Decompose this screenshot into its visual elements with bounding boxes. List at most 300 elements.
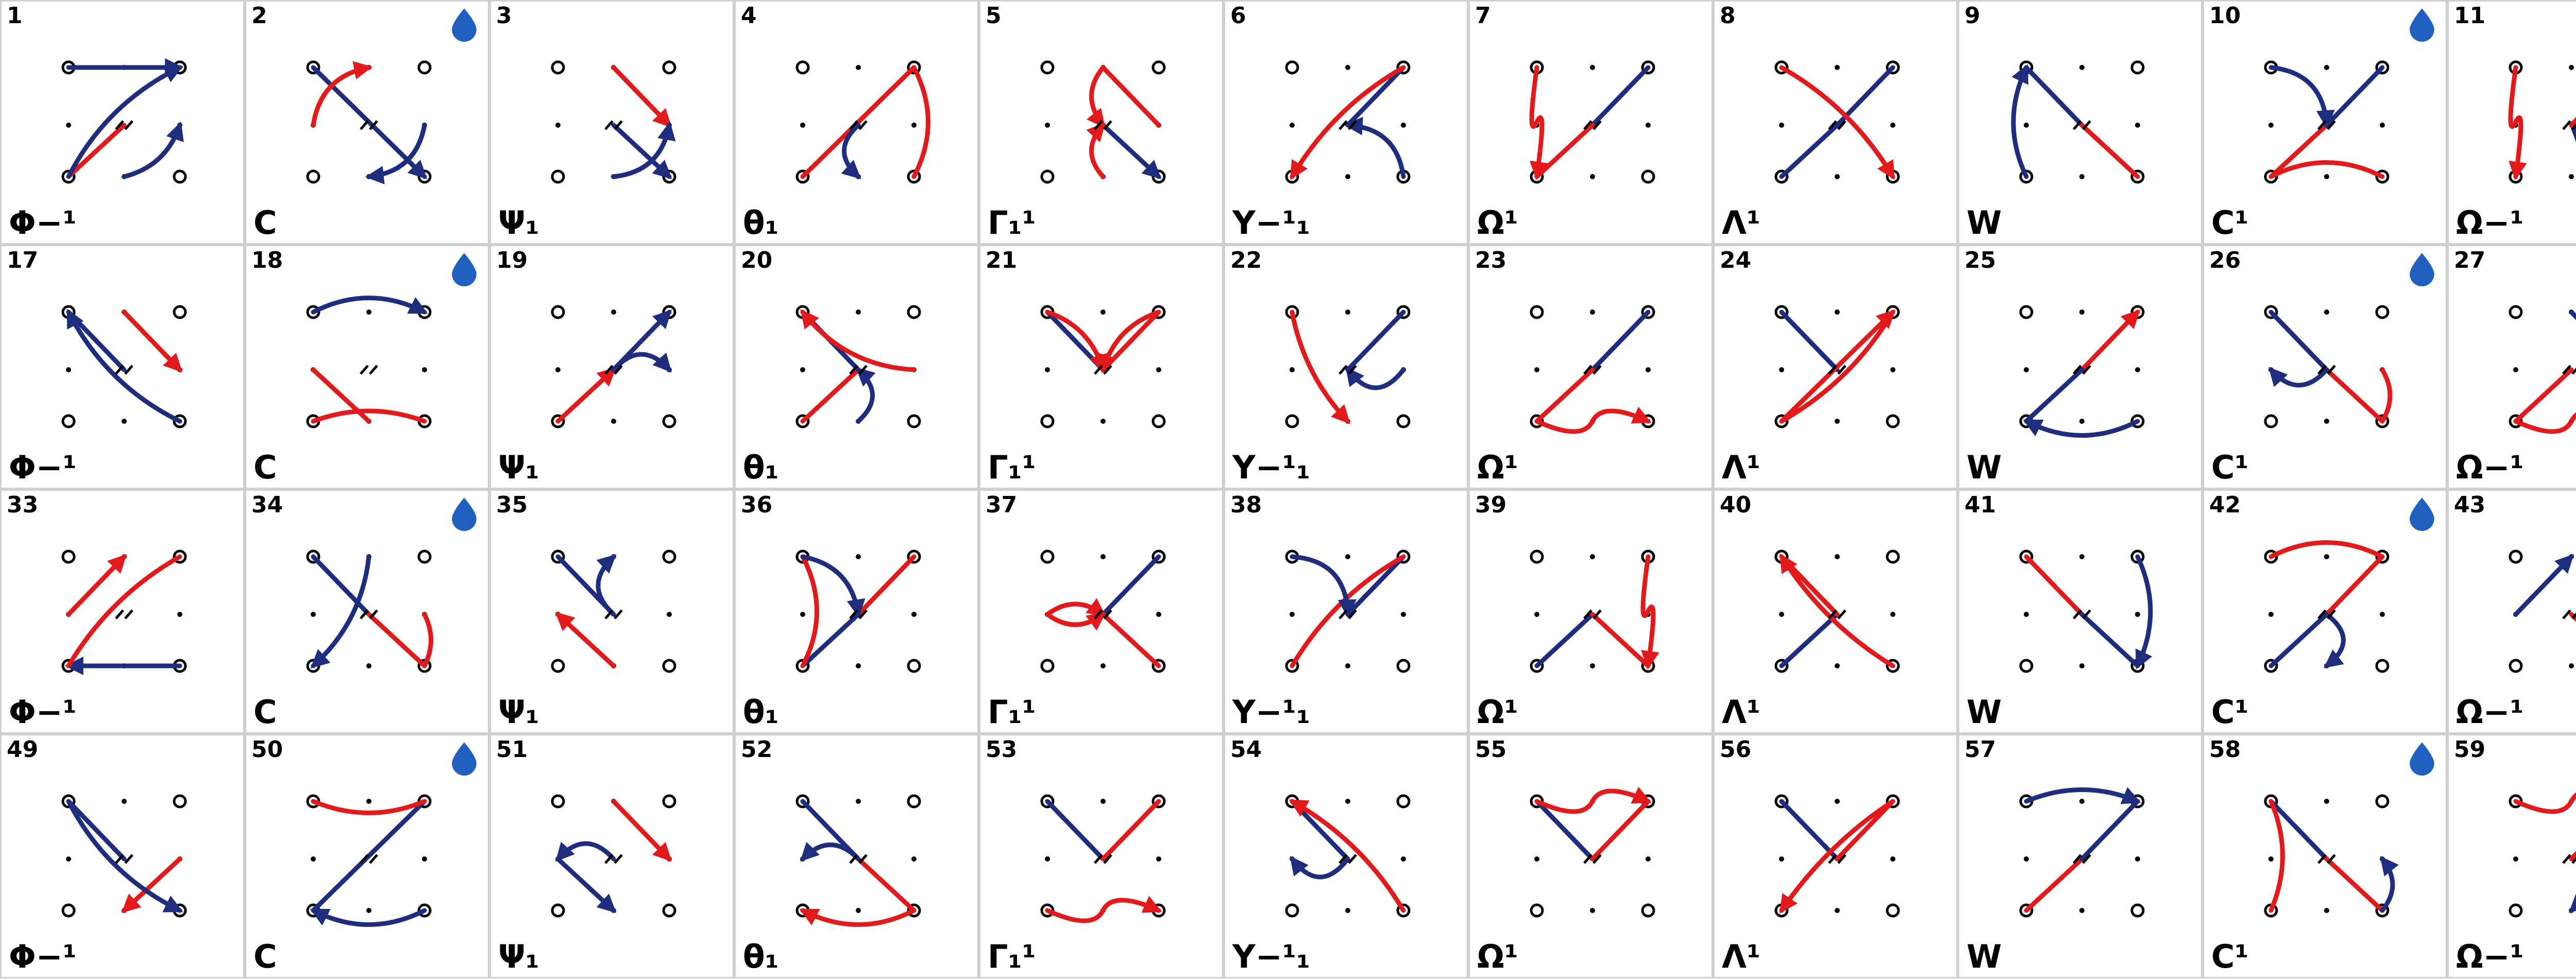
grid-dot <box>1290 612 1295 617</box>
grid-dot <box>1890 123 1895 128</box>
grid-dot <box>2268 856 2274 862</box>
cell-number: 6 <box>1230 3 1246 29</box>
grid-dot <box>2135 123 2140 128</box>
grid-dot <box>366 799 371 804</box>
cell-label: Φ−¹ <box>9 449 77 486</box>
cell-label: C¹ <box>2211 204 2249 242</box>
cell-label: C¹ <box>2211 693 2249 731</box>
red-stroke <box>1092 125 1104 177</box>
grid-dot <box>1401 123 1406 128</box>
corner-node <box>174 796 185 807</box>
glyph-cell <box>2447 0 2576 245</box>
grid-dot <box>2135 612 2140 617</box>
red-stroke <box>2511 67 2521 177</box>
cell-number: 27 <box>2454 247 2486 273</box>
corner-node <box>174 171 185 182</box>
glyph-cell <box>2447 245 2576 489</box>
grid-dot <box>1779 612 1784 617</box>
blue-stroke <box>2571 125 2576 177</box>
cell-label: Λ¹ <box>1722 204 1761 242</box>
cell-label: Φ−¹ <box>9 938 77 975</box>
red-stroke <box>1837 801 1893 859</box>
grid-dot <box>311 612 316 617</box>
corner-node <box>1642 171 1654 182</box>
cell-number: 56 <box>1720 736 1752 763</box>
corner-node <box>908 416 920 427</box>
cell-label: θ₁ <box>743 204 779 242</box>
blue-stroke <box>1348 557 1403 614</box>
grid-dot <box>2380 123 2385 128</box>
grid-dot <box>366 663 371 668</box>
grid-dot <box>1835 65 1840 70</box>
cell-number: 51 <box>496 736 528 763</box>
red-stroke <box>2026 557 2082 614</box>
glyph-cell <box>2447 734 2576 978</box>
grid-dot <box>2079 554 2084 559</box>
grid-dot <box>1779 123 1784 128</box>
glyph-cell <box>1468 489 1713 734</box>
corner-node <box>2510 905 2521 916</box>
water-drop-icon <box>447 741 482 776</box>
grid-dot <box>856 65 861 70</box>
cell-label: Ω¹ <box>1477 938 1518 975</box>
glyph-cell <box>0 0 245 245</box>
cell-label: Γ₁¹ <box>988 938 1036 975</box>
red-stroke <box>2026 859 2082 910</box>
red-stroke <box>124 312 180 370</box>
grid-dot <box>856 908 861 913</box>
corner-node <box>1642 905 1654 916</box>
grid-dot <box>2079 908 2084 913</box>
grid-dot <box>1590 174 1595 179</box>
corner-node <box>2132 62 2143 73</box>
corner-node <box>1398 796 1409 807</box>
corner-node <box>552 306 564 318</box>
corner-node <box>1042 62 1053 73</box>
red-stroke <box>2327 859 2382 910</box>
cell-label: Γ₁¹ <box>988 693 1036 731</box>
grid-dot <box>1835 663 1840 668</box>
grid-dot <box>1890 856 1895 862</box>
corner-node <box>664 660 675 672</box>
corner-node <box>664 905 675 916</box>
cell-label: W <box>1967 693 2002 731</box>
cell-number: 39 <box>1475 492 1507 518</box>
glyph-cell <box>1958 489 2202 734</box>
blue-stroke <box>2571 312 2576 370</box>
cell-number: 7 <box>1475 3 1491 29</box>
grid-dot <box>422 367 427 372</box>
cell-label: C <box>253 693 277 731</box>
red-stroke <box>2327 557 2382 614</box>
grid-dot <box>1345 799 1350 804</box>
grid-dot <box>1835 174 1840 179</box>
grid-dot <box>1590 908 1595 913</box>
red-stroke <box>2516 370 2571 421</box>
grid-dot <box>2569 174 2574 179</box>
red-stroke <box>1532 67 1542 177</box>
corner-node <box>552 796 564 807</box>
cell-number: 38 <box>1230 492 1262 518</box>
grid-dot <box>2380 612 2385 617</box>
cell-label: C <box>253 204 277 242</box>
blue-stroke <box>2271 614 2327 666</box>
glyph-cell <box>979 245 1224 489</box>
blue-stroke <box>1103 125 1159 177</box>
cell-label: Γ₁¹ <box>988 204 1036 242</box>
blue-stroke <box>1782 614 1837 666</box>
water-drop-icon <box>447 7 482 42</box>
blue-stroke <box>124 125 180 177</box>
red-stroke <box>425 614 431 666</box>
grid-dot <box>1779 856 1784 862</box>
grid-dot <box>2324 554 2329 559</box>
corner-node <box>2021 306 2032 318</box>
glyph-cell <box>734 0 979 245</box>
cell-number: 50 <box>251 736 283 763</box>
cell-label: W <box>1967 204 2002 242</box>
red-stroke <box>2571 614 2576 666</box>
cell-number: 34 <box>251 492 283 518</box>
red-stroke <box>1537 370 1592 421</box>
corner-node <box>2377 796 2388 807</box>
grid-dot <box>2324 419 2329 424</box>
cell-number: 36 <box>741 492 773 518</box>
crossing-mark <box>361 366 377 374</box>
grid-dot <box>2079 419 2084 424</box>
corner-node <box>2132 905 2143 916</box>
blue-stroke <box>313 557 369 614</box>
red-stroke <box>2327 370 2382 421</box>
corner-node <box>63 905 74 916</box>
cell-label: Ψ₁ <box>498 938 539 975</box>
cell-number: 43 <box>2454 492 2486 518</box>
cell-label: Ψ₁ <box>498 204 539 242</box>
grid-dot <box>66 123 71 128</box>
cell-number: 20 <box>741 247 773 273</box>
glyph-cell <box>1224 245 1468 489</box>
grid-dot <box>1100 419 1106 424</box>
corner-node <box>664 551 675 562</box>
cell-number: 54 <box>1230 736 1262 763</box>
grid-dot <box>1100 554 1106 559</box>
glyph-cell <box>1713 0 1958 245</box>
blue-stroke <box>1103 557 1159 614</box>
cell-label: Φ−¹ <box>9 204 77 242</box>
red-stroke <box>2571 801 2576 859</box>
glyph-cell <box>1468 734 1713 978</box>
glyph-cell <box>979 489 1224 734</box>
cell-label: C¹ <box>2211 449 2249 486</box>
glyph-cell <box>0 489 245 734</box>
grid-dot <box>1345 174 1350 179</box>
grid-dot <box>66 367 71 372</box>
cell-label: C¹ <box>2211 938 2249 975</box>
corner-node <box>1887 551 1899 562</box>
cell-label: C <box>253 449 277 486</box>
glyph-cell <box>734 489 979 734</box>
blue-stroke <box>2026 370 2082 421</box>
cell-number: 17 <box>7 247 39 273</box>
glyph-cell <box>1224 0 1468 245</box>
grid-dot <box>2079 799 2084 804</box>
corner-node <box>1531 905 1543 916</box>
cell-number: 4 <box>741 3 757 29</box>
blue-stroke <box>1348 67 1403 125</box>
grid-dot <box>2024 856 2029 862</box>
glyph-cell <box>734 734 979 978</box>
grid-dot <box>366 908 371 913</box>
red-stroke <box>1537 791 1648 812</box>
grid-dot <box>1534 856 1539 862</box>
cell-number: 49 <box>7 736 39 763</box>
grid-dot <box>1590 310 1595 315</box>
red-stroke <box>124 859 180 910</box>
cell-number: 42 <box>2209 492 2241 518</box>
corner-node <box>2377 306 2388 318</box>
blue-stroke <box>2271 312 2327 370</box>
cell-label: Λ¹ <box>1722 449 1761 486</box>
grid-dot <box>1345 65 1350 70</box>
grid-dot <box>1401 856 1406 862</box>
blue-stroke <box>1348 125 1403 177</box>
grid-dot <box>1100 663 1106 668</box>
grid-dot <box>1835 419 1840 424</box>
blue-stroke <box>2327 67 2382 125</box>
glyph-cell <box>2447 489 2576 734</box>
grid-dot <box>1100 799 1106 804</box>
red-stroke <box>1047 604 1103 614</box>
corner-node <box>1398 416 1409 427</box>
blue-stroke <box>313 801 425 910</box>
grid-dot <box>911 612 917 617</box>
grid-dot <box>856 310 861 315</box>
grid-dot <box>1156 856 1161 862</box>
blue-stroke <box>1592 312 1648 370</box>
glyph-cell <box>1713 489 1958 734</box>
blue-stroke <box>1047 312 1103 370</box>
grid-dot <box>366 310 371 315</box>
cell-number: 9 <box>1964 3 1980 29</box>
cell-number: 8 <box>1720 3 1736 29</box>
cell-label: Ω¹ <box>1477 204 1518 242</box>
corner-node <box>1398 660 1409 672</box>
cell-label: W <box>1967 449 2002 486</box>
grid-dot <box>1045 123 1050 128</box>
corner-node <box>1887 905 1899 916</box>
glyph-cell <box>2202 245 2447 489</box>
grid-dot <box>2569 663 2574 668</box>
grid-dot <box>856 554 861 559</box>
glyph-cell <box>489 489 734 734</box>
grid-dot <box>311 856 316 862</box>
water-drop-icon <box>2404 7 2439 42</box>
glyph-cell <box>1713 734 1958 978</box>
red-stroke <box>1537 125 1592 177</box>
red-stroke <box>1592 801 1648 859</box>
grid-dot <box>2324 174 2329 179</box>
grid-dot <box>911 856 917 862</box>
cell-label: W <box>1967 938 2002 975</box>
grid-dot <box>856 799 861 804</box>
glyph-cell <box>1713 245 1958 489</box>
cell-number: 10 <box>2209 3 2241 29</box>
cell-label: θ₁ <box>743 449 779 486</box>
cell-label: Ω¹ <box>1477 449 1518 486</box>
grid-dot <box>2324 799 2329 804</box>
grid-dot <box>177 612 182 617</box>
red-stroke <box>1592 614 1648 666</box>
blue-stroke <box>1592 67 1648 125</box>
corner-node <box>63 551 74 562</box>
grid-dot <box>1835 799 1840 804</box>
cell-label: Ω−¹ <box>2456 938 2524 975</box>
grid-dot <box>422 856 427 862</box>
cell-number: 19 <box>496 247 528 273</box>
grid-dot <box>1835 554 1840 559</box>
glyph-cell <box>1224 734 1468 978</box>
blue-stroke <box>2571 859 2576 910</box>
blue-stroke <box>1348 370 1403 388</box>
blue-stroke <box>313 557 369 666</box>
grid-dot <box>2079 65 2084 70</box>
red-stroke <box>1092 67 1104 125</box>
red-stroke <box>858 859 914 910</box>
cell-label: Γ₁¹ <box>988 449 1036 486</box>
grid-dot <box>1156 612 1161 617</box>
blue-stroke <box>69 801 124 859</box>
cell-number: 53 <box>986 736 1018 763</box>
blue-stroke <box>2382 859 2393 910</box>
corner-node <box>419 551 430 562</box>
cell-label: Υ−¹₁ <box>1232 693 1311 731</box>
corner-node <box>1286 62 1298 73</box>
cell-number: 1 <box>7 3 23 29</box>
corner-node <box>2510 306 2521 318</box>
corner-node <box>1286 416 1298 427</box>
red-stroke <box>2271 801 2283 910</box>
corner-node <box>63 416 74 427</box>
grid-dot <box>611 419 616 424</box>
glyph-cell <box>1958 0 2202 245</box>
red-stroke <box>1103 614 1159 666</box>
red-stroke <box>2082 312 2138 370</box>
red-stroke <box>1047 614 1103 625</box>
cell-number: 3 <box>496 3 512 29</box>
grid-dot <box>1045 856 1050 862</box>
blue-stroke <box>1537 614 1592 666</box>
corner-node <box>2377 660 2388 672</box>
glyph-cell <box>489 734 734 978</box>
cell-label: Ω−¹ <box>2456 204 2524 242</box>
corner-node <box>552 62 564 73</box>
glyph-cell <box>979 734 1224 978</box>
grid-dot <box>800 367 805 372</box>
cell-label: Ψ₁ <box>498 693 539 731</box>
grid-dot <box>1345 310 1350 315</box>
grid-dot <box>1345 908 1350 913</box>
grid-dot <box>2513 367 2518 372</box>
grid-dot <box>1646 367 1651 372</box>
grid-dot <box>1646 856 1651 862</box>
water-drop-icon <box>447 496 482 531</box>
cell-label: C <box>253 938 277 975</box>
blue-stroke <box>803 557 858 614</box>
grid-dot <box>667 612 672 617</box>
water-drop-icon <box>447 251 482 286</box>
cell-label: Ω¹ <box>1477 693 1518 731</box>
grid-dot <box>1590 554 1595 559</box>
glyph-cell <box>245 734 489 978</box>
glyph-cell <box>245 489 489 734</box>
water-drop-icon <box>2404 251 2439 286</box>
corner-node <box>552 660 564 672</box>
cell-number: 35 <box>496 492 528 518</box>
cell-number: 5 <box>986 3 1002 29</box>
cell-number: 2 <box>251 3 267 29</box>
grid-dot <box>1290 367 1295 372</box>
water-drop-icon <box>2404 496 2439 531</box>
cell-label: Λ¹ <box>1722 938 1761 975</box>
cell-label: Φ−¹ <box>9 693 77 731</box>
red-stroke <box>614 801 669 859</box>
corner-node <box>1153 416 1164 427</box>
red-stroke <box>914 67 928 177</box>
grid-dot <box>1890 367 1895 372</box>
red-stroke <box>2082 125 2138 177</box>
glyph-cell <box>0 734 245 978</box>
cell-number: 22 <box>1230 247 1262 273</box>
corner-node <box>664 796 675 807</box>
corner-node <box>174 306 185 318</box>
grid-dot <box>2079 174 2084 179</box>
red-stroke <box>1537 411 1648 432</box>
blue-stroke <box>1292 801 1348 859</box>
corner-node <box>1531 551 1543 562</box>
grid-dot <box>555 123 561 128</box>
cell-label: θ₁ <box>743 938 779 975</box>
cell-number: 41 <box>1964 492 1996 518</box>
grid-dot <box>2079 663 2084 668</box>
blue-stroke <box>558 859 614 910</box>
grid-dot <box>1590 65 1595 70</box>
glyph-cell <box>245 0 489 245</box>
red-stroke <box>803 67 914 177</box>
red-stroke <box>2382 370 2390 421</box>
cell-number: 37 <box>986 492 1018 518</box>
grid-dot <box>1835 310 1840 315</box>
red-stroke <box>803 557 817 666</box>
corner-node <box>908 660 920 672</box>
grid-dot <box>1890 612 1895 617</box>
grid-dot <box>2268 612 2274 617</box>
corner-node <box>419 62 430 73</box>
grid-dot <box>2324 65 2329 70</box>
grid-dot <box>1646 123 1651 128</box>
corner-node <box>1531 306 1543 318</box>
grid-dot <box>1345 663 1350 668</box>
corner-node <box>664 62 675 73</box>
red-stroke <box>2516 791 2576 812</box>
blue-stroke <box>2516 557 2571 614</box>
red-stroke <box>1047 900 1159 921</box>
glyph-cell <box>1468 245 1713 489</box>
cell-label: θ₁ <box>743 693 779 731</box>
blue-stroke <box>2138 557 2150 666</box>
corner-node <box>2510 660 2521 672</box>
cell-number: 58 <box>2209 736 2241 763</box>
red-stroke <box>1103 312 1159 370</box>
